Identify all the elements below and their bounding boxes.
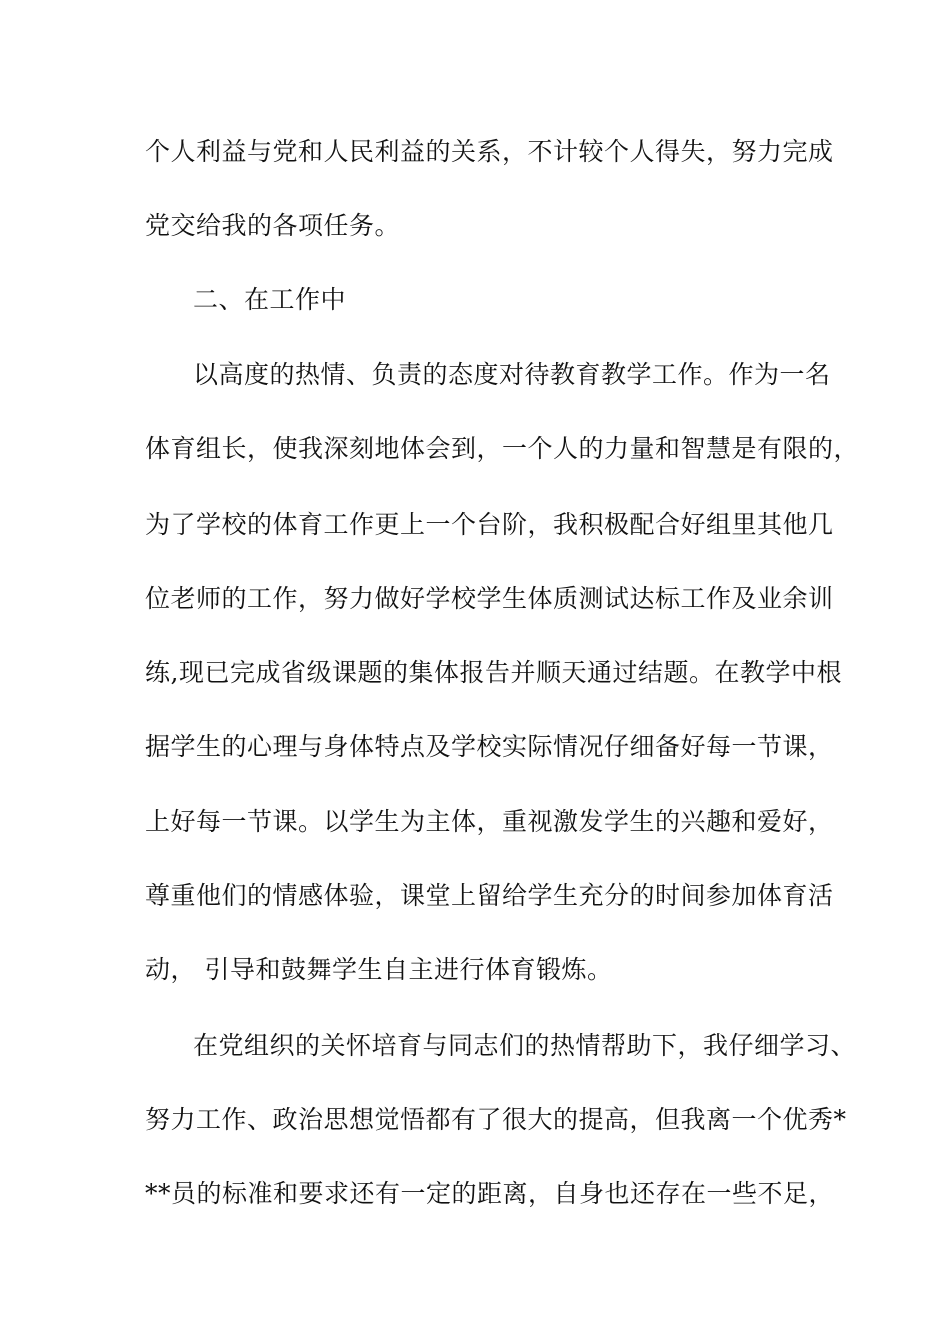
text-line: 上好每一节课。以学生为主体，重视激发学生的兴趣和爱好， xyxy=(145,807,834,836)
text-line: **员的标准和要求还有一定的距离，自身也还存在一些不足， xyxy=(145,1179,835,1208)
text-line: 在党组织的关怀培育与同志们的热情帮助下，我仔细学习、 xyxy=(193,1031,857,1060)
text-line: 以高度的热情、负责的态度对待教育教学工作。作为一名 xyxy=(193,360,831,389)
text-line: 个人利益与党和人民利益的关系，不计较个人得失，努力完成 xyxy=(145,137,834,166)
text-line: 动， 引导和鼓舞学生自主进行体育锻炼。 xyxy=(145,955,613,984)
text-line: 为了学校的体育工作更上一个台阶，我积极配合好组里其他几 xyxy=(145,510,834,539)
text-line: 位老师的工作，努力做好学校学生体质测试达标工作及业余训 xyxy=(145,584,834,613)
text-line: 党交给我的各项任务。 xyxy=(145,211,401,240)
text-line: 体育组长，使我深刻地体会到，一个人的力量和智慧是有限的， xyxy=(145,434,860,463)
text-line: 据学生的心理与身体特点及学校实际情况仔细备好每一节课， xyxy=(145,732,834,761)
section-heading: 二、在工作中 xyxy=(193,285,347,314)
text-line: 尊重他们的情感体验，课堂上留给学生充分的时间参加体育活 xyxy=(145,881,834,910)
text-line: 努力工作、政治思想觉悟都有了很大的提高，但我离一个优秀* xyxy=(145,1105,847,1134)
text-line: 练,现已完成省级课题的集体报告并顺天通过结题。在教学中根 xyxy=(145,658,842,687)
